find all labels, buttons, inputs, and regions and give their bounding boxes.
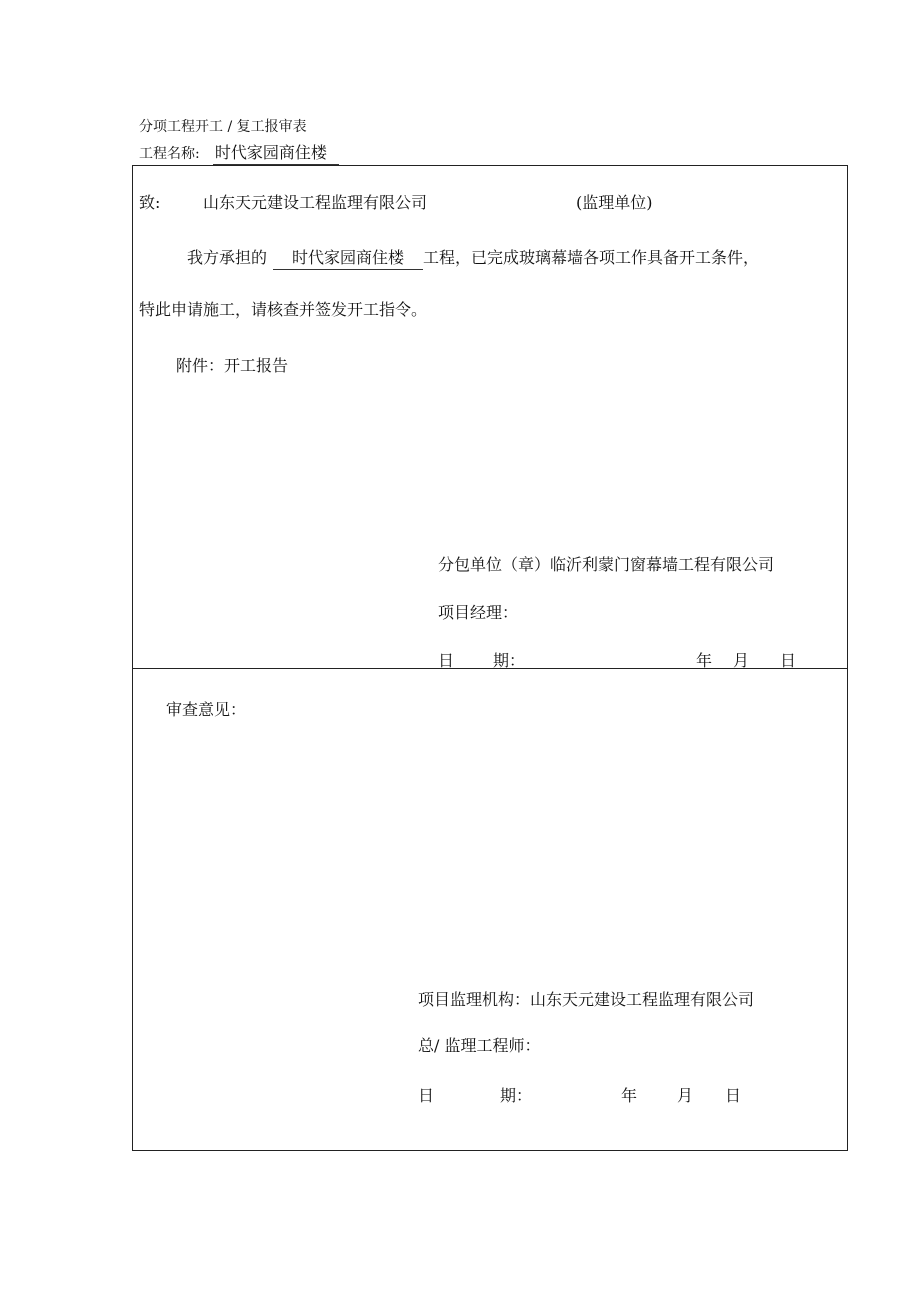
project-manager-label: 项目经理：: [438, 603, 519, 622]
supervisor-company: 山东天元建设工程监理有限公司: [203, 193, 428, 212]
application-body-line2: 特此申请施工，请核查并签发开工指令。: [139, 300, 428, 319]
application-day: 日: [780, 651, 797, 670]
application-date-label-1: 日: [438, 651, 455, 670]
application-year: 年: [696, 651, 713, 670]
review-year: 年: [621, 1086, 638, 1105]
project-blank: 时代家园商住楼: [273, 245, 423, 270]
project-name-value: 时代家园商住楼: [213, 143, 339, 165]
body-suffix: 工程，已完成玻璃幕墙各项工作具备开工条件，: [423, 248, 760, 267]
project-name-row: [139, 140, 339, 163]
application-month: 月: [733, 651, 750, 670]
application-date-label-2: 期：: [493, 651, 526, 670]
to-label: 致:: [139, 193, 161, 212]
attachment-line: 附件：开工报告: [176, 356, 289, 375]
review-date-label-2: 期：: [500, 1086, 533, 1105]
application-body-line1: [187, 245, 759, 270]
review-opinion-label: 审查意见：: [166, 700, 247, 719]
review-month: 月: [677, 1086, 694, 1105]
project-name-label: 工程名称:: [139, 146, 200, 162]
subcontractor-line: 分包单位（章）临沂利蒙门窗幕墙工程有限公司: [438, 555, 775, 574]
form-title: 分项工程开工 / 复工报审表: [139, 119, 307, 135]
body-prefix: 我方承担的: [187, 248, 268, 267]
supervisor-note: (监理单位): [576, 193, 653, 212]
supervision-agency-line: 项目监理机构：山东天元建设工程监理有限公司: [418, 990, 755, 1009]
review-day: 日: [725, 1086, 742, 1105]
review-date-label-1: 日: [418, 1086, 435, 1105]
chief-engineer-label: 总/ 监理工程师：: [418, 1036, 541, 1055]
